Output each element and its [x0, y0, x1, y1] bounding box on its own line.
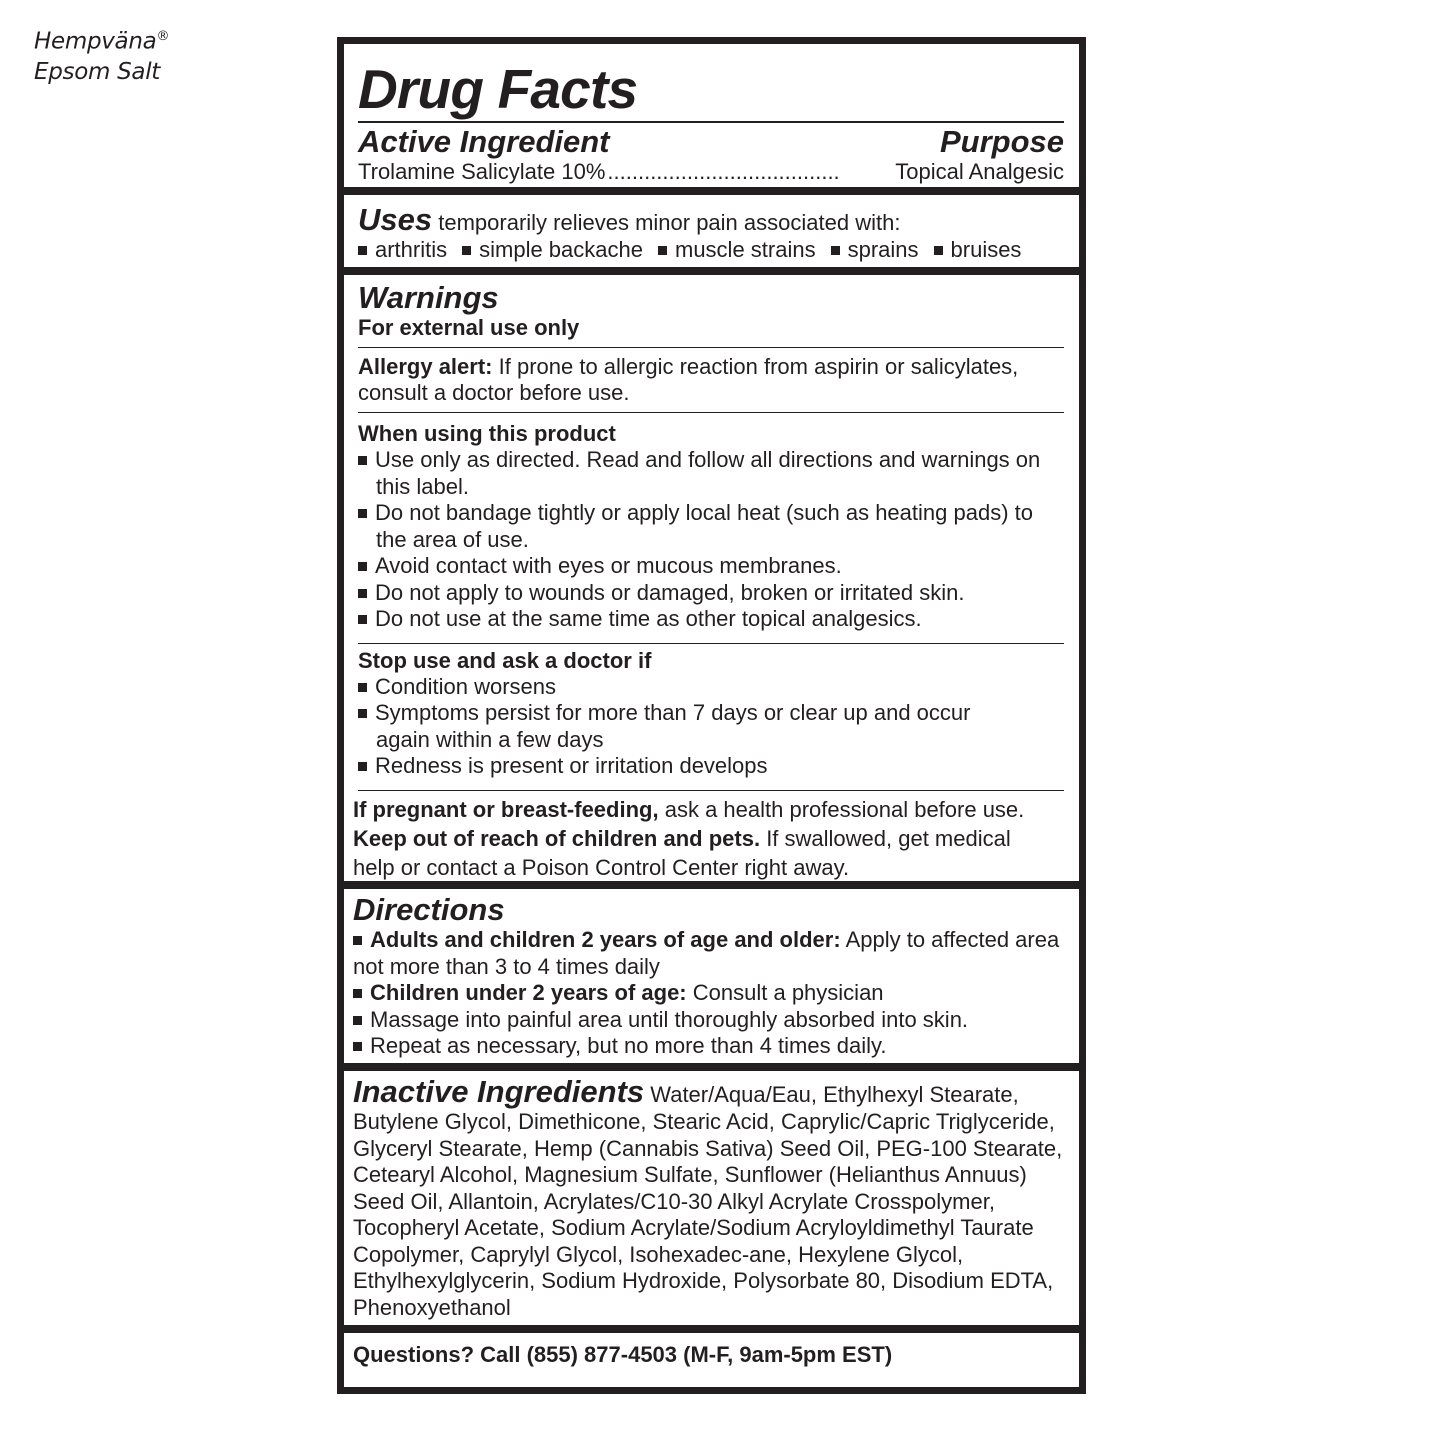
list-item — [358, 553, 1064, 580]
direction-text: Consult a physician — [692, 980, 884, 1005]
direction-text: Repeat as necessary, but no more than 4 times daily. — [370, 1033, 887, 1058]
purpose-value: Topical Analgesic — [895, 159, 1064, 184]
list-item — [358, 580, 1064, 607]
inactive-ingredients — [353, 1075, 1064, 1321]
purpose-heading: Purpose — [939, 124, 1064, 159]
directions-section — [344, 889, 1079, 1063]
reach-text: If swallowed, get medical help or contact a Poison Control Center right away. — [353, 825, 1011, 880]
direction-text: Apply to affected area not more than 3 to 4 times daily — [353, 927, 1060, 979]
inactive-text: Water/Aqua/Eau, Ethylhexyl Stearate, Butylene Glycol, Dimethicone, Stearic Acid, Caprylic/Capric Triglyceride, Glyceryl Stearate, Hemp (Cannabis Sativa) Seed Oil, PEG-100 Stearate, Cetearyl Alcohol, Magnesium Sulfate, Sunflower (Helianthus Annuus) Seed Oil, Allantoin, Acrylates/C10-30 Alkyl Acrylate Crosspolymer, Tocopheryl Acetate, Sodium Acrylate/Sodium Acryloyldimethyl Taurate Copolymer, Caprylyl Glycol, Isohexadec-ane, Hexylene Glycol, Ethylhexylglycerin, Sodium Hydroxide, Polysorbate 80, Disodium EDTA, Phenoxyethanol — [353, 1082, 1063, 1320]
use-item-text: arthritis — [375, 237, 448, 262]
direction-item — [353, 1007, 1064, 1034]
list-item — [358, 674, 998, 701]
active-ingredient-section — [344, 44, 1079, 187]
questions-section — [344, 1333, 1079, 1387]
uses-list — [358, 237, 1064, 263]
list-item-text: Redness is present or irritation develops — [375, 753, 768, 778]
reach-label: Keep out of reach of children and pets. — [353, 825, 761, 851]
use-item-text: sprains — [847, 237, 919, 262]
list-item-text: Condition worsens — [375, 673, 556, 699]
bullet-icon — [353, 1042, 362, 1051]
divider — [358, 412, 1064, 413]
use-item — [934, 237, 1022, 263]
drug-facts-title: Drug Facts — [358, 58, 638, 120]
brand-name: Hempväna — [34, 28, 157, 55]
list-item — [358, 447, 1064, 500]
when-using-heading: When using this product — [358, 421, 616, 446]
use-item-text: bruises — [950, 237, 1022, 262]
use-item — [658, 237, 816, 263]
bullet-icon — [358, 562, 367, 571]
bullet-icon — [358, 683, 367, 692]
bullet-icon — [358, 246, 367, 255]
bullet-icon — [358, 615, 367, 624]
bullet-icon — [353, 1016, 362, 1025]
use-item-text: simple backache — [479, 237, 643, 262]
list-item-text: Use only as directed. Read and follow all directions and warnings on this label. — [375, 447, 1041, 499]
use-item-text: muscle strains — [675, 237, 816, 262]
bullet-icon — [353, 936, 362, 945]
bullet-icon — [358, 456, 367, 465]
bullet-icon — [358, 509, 367, 518]
direction-item — [353, 980, 1064, 1007]
pregnancy-warning — [353, 795, 1064, 824]
use-item — [462, 237, 643, 263]
bullet-icon — [462, 246, 471, 255]
active-ingredient-row — [358, 159, 1064, 185]
direction-label: Children under 2 years of age: — [370, 980, 687, 1005]
list-item-text: Do not bandage tightly or apply local heat (such as heating pads) to the area of use. — [375, 500, 1033, 552]
bullet-icon — [358, 709, 367, 718]
pregnancy-label: If pregnant or breast-feeding, — [353, 796, 659, 822]
bullet-icon — [658, 246, 667, 255]
warnings-section — [344, 275, 1079, 881]
title-rule — [358, 121, 1064, 123]
directions-heading: Directions — [353, 892, 505, 927]
external-use-note: For external use only — [358, 315, 580, 340]
active-ingredient-heading: Active Ingredient — [358, 124, 610, 159]
list-item-text: Do not use at the same time as other topical analgesics. — [375, 606, 922, 631]
uses-heading: Uses — [358, 202, 433, 237]
uses-intro: temporarily relieves minor pain associated with: — [438, 210, 901, 235]
list-item-text: Symptoms persist for more than 7 days or clear up and occur again within a few days — [375, 700, 971, 752]
leader-dots: ...................................... — [607, 159, 840, 184]
list-item-text: Do not apply to wounds or damaged, broken or irritated skin. — [375, 579, 965, 605]
list-item — [358, 606, 1064, 633]
active-ingredient-value: Trolamine Salicylate 10% — [358, 159, 606, 184]
stop-use-list — [358, 674, 998, 780]
pregnancy-text: ask a health professional before use. — [664, 796, 1025, 822]
questions-line: Questions? Call (855) 877-4503 (M-F, 9am-5pm EST) — [353, 1342, 893, 1367]
bullet-icon — [353, 989, 362, 998]
uses-section — [344, 195, 1079, 267]
product-name — [34, 22, 169, 87]
list-item — [358, 753, 998, 780]
direction-item — [353, 927, 1064, 980]
direction-label: Adults and children 2 years of age and older: — [370, 927, 841, 952]
bullet-icon — [934, 246, 943, 255]
allergy-text: If prone to allergic reaction from aspirin or salicylates, consult a doctor before use. — [358, 354, 1019, 405]
bullet-icon — [358, 762, 367, 771]
product-subtitle: Epsom Salt — [34, 58, 161, 85]
list-item-text: Avoid contact with eyes or mucous membranes. — [375, 553, 842, 578]
drug-facts-panel — [337, 37, 1086, 1394]
use-item — [358, 237, 447, 263]
direction-item — [353, 1033, 1064, 1060]
bullet-icon — [358, 589, 367, 598]
active-header-row — [358, 125, 1064, 159]
divider — [358, 790, 1064, 791]
uses-heading-row — [358, 203, 1064, 237]
direction-text: Massage into painful area until thoroughly absorbed into skin. — [370, 1006, 969, 1032]
bullet-icon — [831, 246, 840, 255]
inactive-ingredients-section — [344, 1071, 1079, 1325]
reach-warning — [353, 824, 1053, 882]
divider — [358, 643, 1064, 644]
divider — [358, 347, 1064, 348]
list-item — [358, 700, 998, 753]
registered-mark: ® — [156, 29, 170, 44]
stop-use-heading: Stop use and ask a doctor if — [358, 647, 652, 673]
warnings-heading: Warnings — [358, 280, 499, 315]
when-using-list — [358, 447, 1064, 633]
allergy-label: Allergy alert: — [358, 354, 493, 379]
allergy-alert — [358, 354, 1064, 406]
inactive-heading: Inactive Ingredients — [353, 1074, 645, 1109]
use-item — [831, 237, 919, 263]
brand-line — [34, 22, 169, 57]
list-item — [358, 500, 1064, 553]
